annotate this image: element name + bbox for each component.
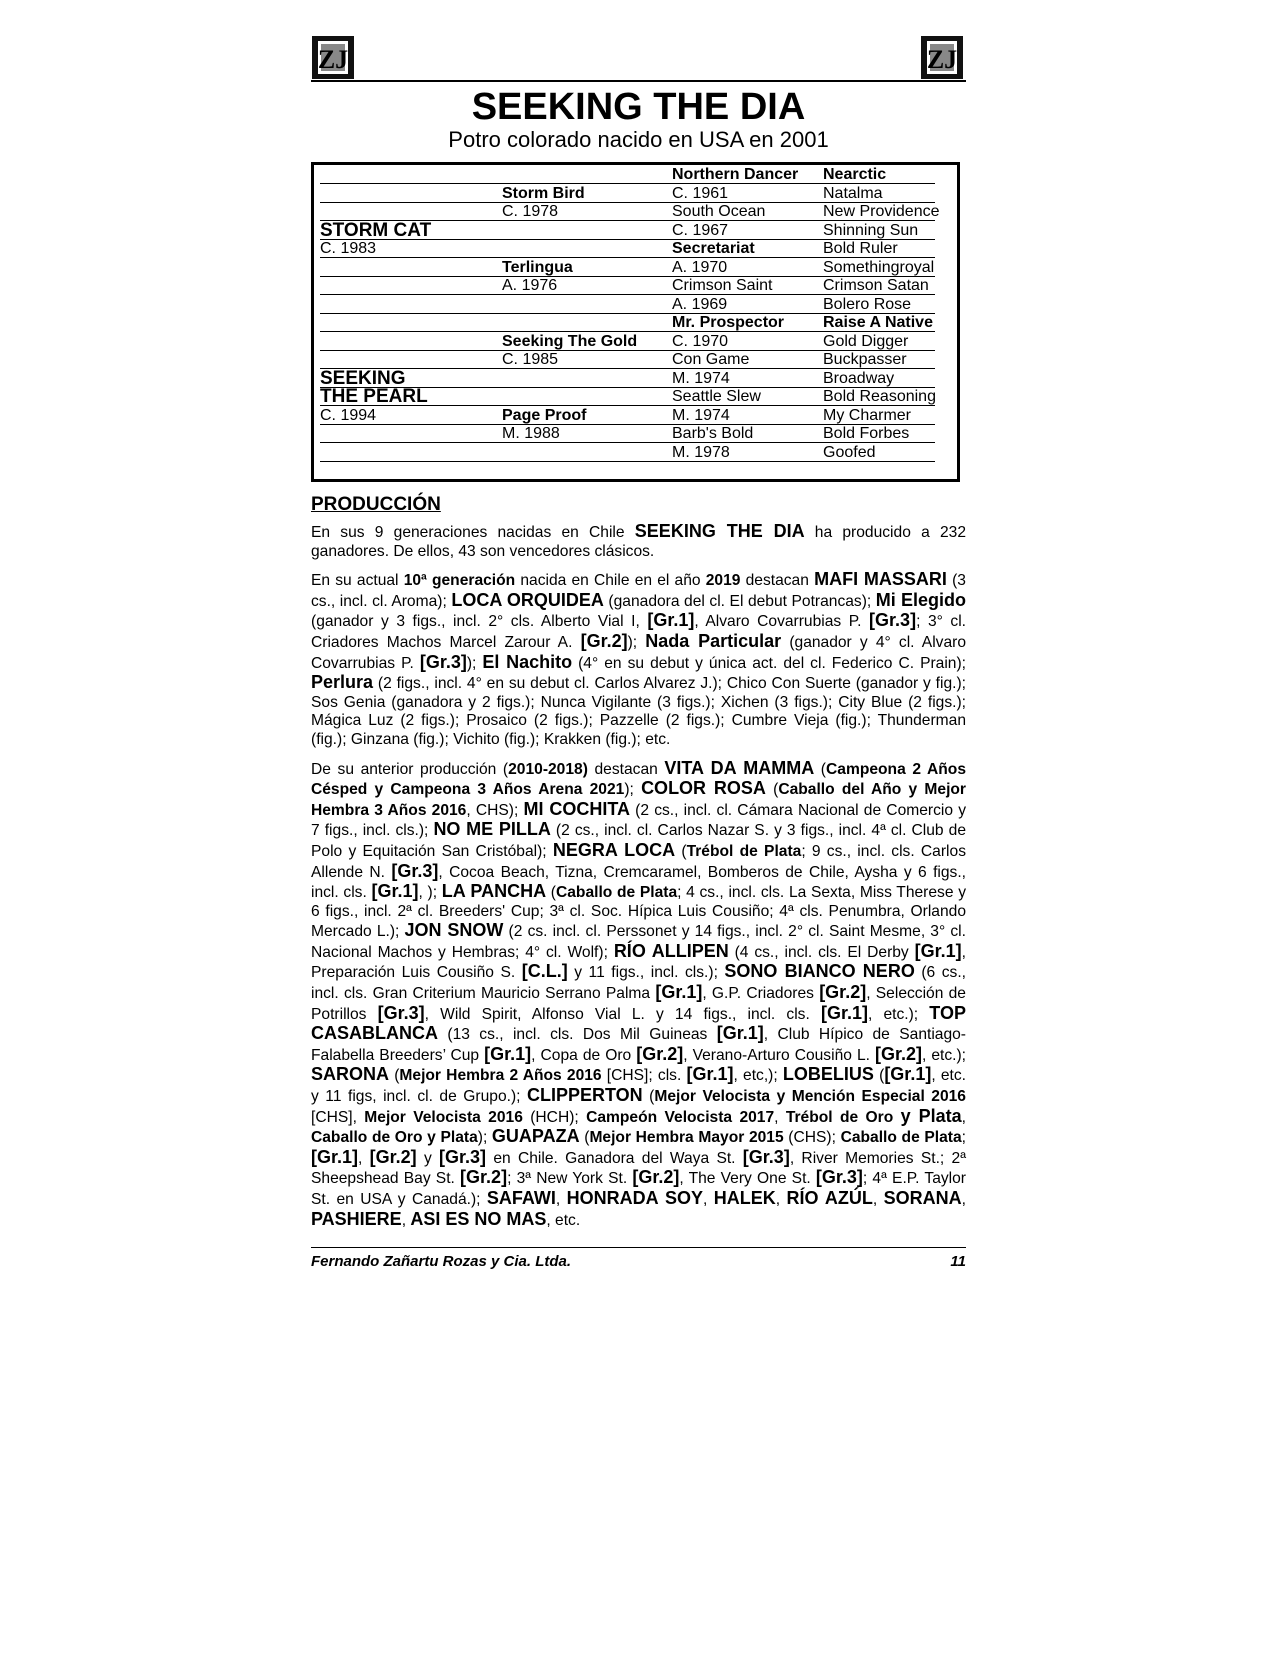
text-run: (ganador y 3 figs., incl. 2° cls. Alberto Vial I, — [311, 613, 648, 631]
text-run: destacan — [587, 760, 665, 778]
pedigree-row — [320, 295, 935, 314]
pedigree-cell: South Ocean — [672, 203, 766, 220]
text-run: ( — [814, 760, 827, 778]
text-run: ; 3ª New York St. — [507, 1170, 633, 1188]
text-run: , Copa de Oro — [531, 1046, 637, 1064]
pedigree-cell: M. 1974 — [672, 369, 730, 387]
text-run: Campeona 2 Años Césped y Campeona 3 Años Arena 2021 — [311, 760, 966, 799]
text-run: 2019 — [705, 572, 741, 590]
text-run: (ganador y 4° cl. Alvaro Covarrubias P. — [311, 633, 967, 672]
text-run: Campeón Velocista 2017 — [586, 1108, 775, 1126]
text-run: , River Memories St.; 2ª Sheepshead Bay St. — [311, 1149, 966, 1188]
text-run: ; 4 cs., incl. cls. La Sexta, Miss Therese y 6 figs., incl. 2ª cl. Breeders' Cup; 3ª cl. Soc. Hípica Luis Cousiño; 4ª cls. Penumbra, Orlando Mercado L.); — [311, 884, 966, 941]
pedigree-row — [320, 350, 935, 369]
text-run: , etc. y 11 figs, incl. cl. de Grupo.); — [311, 1067, 966, 1106]
text-run: y 11 figs., incl. cls.); — [567, 964, 725, 982]
text-run: ASI ES NO MAS — [410, 1208, 547, 1229]
text-run: ( — [765, 781, 779, 799]
text-run: 10ª generación — [403, 572, 516, 590]
text-run: (4 cs., incl. cls. El Derby — [728, 943, 915, 961]
pedigree-cell: Gold Digger — [823, 332, 909, 350]
text-run: [Gr.3] — [377, 1002, 425, 1023]
pedigree-cell: Crimson Satan — [823, 277, 929, 294]
text-run: TOP CASABLANCA — [311, 1002, 966, 1044]
text-run: [C.L.] — [521, 961, 568, 982]
text-run: (2 cs. incl. cl. Perssonet y 14 figs., incl. 2° cl. Saint Mesme, 3° cl. Nacional Machos y Hembras; 4° cl. Wolf); — [311, 923, 966, 961]
text-run: SONO BIANCO NERO — [724, 961, 915, 982]
pedigree-row — [320, 313, 935, 332]
text-run: y — [416, 1149, 440, 1167]
text-run: MAFI MASSARI — [814, 569, 947, 590]
text-run: En su actual — [311, 572, 404, 590]
pedigree-cell: Nearctic — [823, 166, 887, 183]
text-run: , Preparación Luis Cousiño S. — [311, 943, 966, 982]
text-run: [CHS], — [311, 1108, 365, 1126]
text-run: [Gr.1] — [371, 881, 419, 902]
text-run: NEGRA LOCA — [552, 839, 676, 860]
text-run: [Gr.3] — [391, 860, 439, 881]
pedigree-cell: Broadway — [823, 369, 895, 387]
text-run: [Gr.2] — [636, 1043, 684, 1064]
pedigree-cell: M. 1974 — [672, 406, 730, 424]
text-run: [Gr.2] — [819, 982, 867, 1003]
text-run: [Gr.1] — [820, 1002, 868, 1023]
text-run: [Gr.3] — [439, 1146, 487, 1167]
text-run: (2 cs., incl. cl. Carlos Nazar S. y 3 figs., incl. 4ª cl. Club de Polo y Equitación San Cristóbal); — [311, 822, 966, 860]
text-run — [893, 1109, 900, 1126]
text-run: Caballo del Año y Mejor Hembra 3 Años 2016 — [311, 781, 966, 819]
text-run: [Gr.1] — [686, 1064, 734, 1085]
pedigree-cell: A. 1976 — [502, 277, 558, 294]
text-run: [Gr.1] — [884, 1064, 932, 1085]
text-run: ( — [389, 1067, 400, 1085]
pedigree-row — [320, 239, 935, 258]
pedigree-cell: C. 1978 — [502, 203, 559, 220]
text-run: Mi Elegido — [875, 589, 967, 610]
text-run: destacan — [740, 572, 815, 590]
pedigree-cell: A. 1969 — [672, 295, 728, 313]
footer-company: Fernando Zañartu Rozas y Cia. Ltda. — [311, 1253, 572, 1270]
text-run: , — [555, 1191, 567, 1208]
pedigree-row — [320, 184, 935, 203]
pedigree-cell: SEEKING — [320, 367, 406, 389]
pedigree-table — [311, 162, 960, 482]
text-run: , — [961, 1191, 966, 1208]
text-run: HONRADA SOY — [566, 1188, 704, 1208]
pedigree-cell: Northern Dancer — [672, 166, 799, 183]
text-run: LA PANCHA — [441, 881, 547, 902]
text-run: ; — [961, 1129, 966, 1147]
svg-text:ZJ: ZJ — [317, 45, 349, 74]
text-run: SAFAWI — [486, 1188, 556, 1208]
pedigree-cell: C. 1970 — [672, 332, 729, 350]
text-run: , Wild Spirit, Alfonso Vial L. y 14 figs., incl. cls. — [424, 1005, 821, 1023]
text-run: [Gr.3] — [419, 651, 467, 672]
pedigree-cell: C. 1994 — [320, 406, 377, 424]
production-paragraph-2 — [311, 570, 966, 749]
text-run: , — [774, 1108, 786, 1126]
text-run: [Gr.2] — [874, 1043, 922, 1064]
pedigree-cell: THE PEARL — [320, 386, 428, 407]
pedigree-cell: C. 1961 — [672, 184, 729, 202]
pedigree-cell: Barb's Bold — [672, 425, 754, 442]
pedigree-cell: M. 1978 — [672, 443, 730, 461]
pedigree-cell: Storm Bird — [502, 184, 585, 202]
pedigree-cell: Natalma — [823, 184, 883, 202]
text-run: CLIPPERTON — [526, 1085, 643, 1106]
text-run: ; 9 cs., incl. cls. Carlos Allende N. — [311, 842, 966, 881]
text-run: , — [703, 1191, 714, 1208]
text-run: De su anterior producción ( — [311, 760, 509, 778]
text-run: (3 cs., incl. cl. Aroma); — [311, 572, 966, 610]
pedigree-row — [320, 165, 935, 184]
text-run: , etc. — [546, 1211, 581, 1229]
pedigree-row — [320, 276, 935, 295]
pedigree-cell: New Providence — [823, 203, 940, 220]
pedigree-row — [320, 258, 935, 277]
text-run: NO ME PILLA — [433, 819, 551, 840]
text-run: COLOR ROSA — [641, 778, 766, 799]
text-run: ( — [675, 842, 687, 860]
text-run: [Gr.2] — [369, 1146, 417, 1167]
text-run: [Gr.1] — [647, 610, 695, 631]
pedigree-cell: A. 1970 — [672, 258, 728, 276]
text-run: RÍO AZÚL — [786, 1188, 873, 1208]
pedigree-row — [320, 202, 940, 221]
pedigree-cell: STORM CAT — [320, 219, 432, 241]
text-run: [Gr.2] — [580, 630, 628, 651]
text-run: ); — [477, 1129, 492, 1147]
pedigree-cell: Buckpasser — [823, 351, 907, 368]
production-paragraph-1 — [311, 522, 966, 561]
text-run: y Plata — [900, 1105, 962, 1126]
production-text — [311, 522, 966, 1239]
text-run: Mejor Velocista 2016 — [364, 1108, 523, 1126]
text-run: , Selección de Potrillos — [311, 985, 966, 1023]
text-run: Mejor Hembra Mayor 2015 — [589, 1129, 784, 1147]
text-run: (2 cs., incl. cl. Cámara Nacional de Comercio y 7 figs., incl. cls.); — [311, 801, 966, 840]
pedigree-cell: Mr. Prospector — [672, 314, 785, 331]
text-run: (CHS); — [783, 1129, 841, 1147]
pedigree-cell: Bolero Rose — [823, 295, 912, 313]
production-paragraph-3 — [311, 759, 966, 1231]
text-run: LOCA ORQUIDEA — [451, 589, 604, 610]
text-run: En sus 9 generaciones nacidas en Chile — [311, 524, 635, 541]
text-run: JON SNOW — [404, 920, 504, 941]
text-run: [Gr.1] — [484, 1043, 532, 1064]
text-run: ( — [873, 1067, 885, 1085]
text-run: , etc.); — [922, 1046, 967, 1064]
text-run: [Gr.1] — [655, 982, 703, 1003]
svg-text:ZJ: ZJ — [926, 45, 958, 74]
text-run: Caballo de Oro y Plata — [311, 1129, 478, 1147]
pedigree-cell: C. 1967 — [672, 221, 729, 239]
text-run: ); — [624, 781, 642, 799]
pedigree-cell: Secretariat — [672, 240, 755, 257]
pedigree-cell: Con Game — [672, 351, 750, 368]
text-run: Nada Particular — [645, 630, 782, 651]
pedigree-row — [320, 387, 935, 406]
text-run: ); — [466, 654, 483, 672]
text-run: , G.P. Criadores — [702, 985, 820, 1003]
text-run: Trébol de Oro — [785, 1108, 894, 1126]
pedigree-cell: C. 1985 — [502, 351, 559, 368]
text-run: El Nachito — [482, 651, 573, 672]
text-run: , ); — [418, 884, 442, 902]
page-subtitle: Potro colorado nacido en USA en 2001 — [448, 127, 829, 152]
footer-page-number: 11 — [950, 1253, 966, 1270]
text-run: , CHS); — [466, 801, 524, 819]
text-run: , — [961, 1108, 967, 1126]
pedigree-cell: Somethingroyal — [823, 258, 935, 276]
pedigree-cell: Seattle Slew — [672, 388, 761, 405]
text-run: , etc,); — [733, 1067, 783, 1085]
text-run: [Gr.1] — [716, 1023, 764, 1044]
text-run: (2 figs., incl. 4° en su debut cl. Carlos Alvarez J.); Chico Con Suerte (ganador y fig.); Sos Genia (ganadora y 2 figs.); Nunca Vigilante (3 figs.); Xichen (3 figs.); City Blue (2 figs.); Mágica Luz (2 figs.); Prosaico (2 figs.); Pazzelle (2 figs.); Cumbre Vieja (fig.); Thunderman (fig.); Ginzana (fig.); Vichito (fig.); Krakken (fig.); etc. — [311, 675, 966, 748]
text-run: Caballo de Plata — [840, 1129, 962, 1147]
text-run: ); — [627, 633, 646, 651]
text-run: , — [775, 1191, 787, 1208]
text-run: [Gr.3] — [815, 1167, 863, 1188]
text-run: , Club Hípico de Santiago-Falabella Breeders’ Cup — [311, 1026, 966, 1064]
pedigree-cell: Raise A Native — [823, 314, 933, 331]
company-logo-right — [920, 33, 966, 81]
pedigree-row — [320, 443, 935, 462]
pedigree-row — [320, 424, 935, 443]
text-run: [Gr.3] — [742, 1146, 790, 1167]
text-run: Trébol de Plata — [686, 842, 802, 860]
text-run: SEEKING THE DIA — [634, 521, 805, 541]
text-run: , Verano-Arturo Cousiño L. — [683, 1046, 875, 1064]
text-run: PASHIERE — [311, 1208, 402, 1229]
text-run: [Gr.3] — [869, 610, 917, 631]
text-run: ; 4ª E.P. Taylor St. en USA y Canadá.); — [311, 1170, 966, 1208]
text-run: MI COCHITA — [523, 798, 630, 819]
text-run: Mejor Velocista y Mención Especial 2016 — [654, 1088, 966, 1106]
text-run: , Cocoa Beach, Tizna, Cremcaramel, Bomberos de Chile, Aysha y 6 figs., incl. cls. — [311, 863, 966, 902]
text-run: ; 3° cl. Criadores Machos Marcel Zarour A. — [311, 613, 967, 651]
text-run: GUAPAZA — [491, 1126, 580, 1147]
company-logo-left — [311, 33, 357, 81]
pedigree-cell: Shinning Sun — [823, 221, 919, 239]
pedigree-row — [320, 221, 935, 240]
text-run: (6 cs., incl. cls. Gran Criterium Mauricio Serrano Palma — [311, 964, 966, 1003]
text-run: [CHS]; cls. — [601, 1067, 687, 1085]
text-run: en Chile. Ganadora del Waya St. — [486, 1149, 743, 1167]
text-run: SARONA — [311, 1064, 390, 1085]
text-run: Perlura — [311, 672, 374, 693]
text-run: (HCH); — [522, 1108, 587, 1126]
header-divider — [311, 80, 966, 82]
text-run: LOBELIUS — [782, 1064, 874, 1085]
text-run: , etc.); — [867, 1005, 930, 1023]
pedigree-row — [320, 369, 935, 388]
text-run: ( — [642, 1088, 655, 1106]
text-run: ha producido a 232 ganadores. De ellos, 43 son vencedores clásicos. — [311, 524, 966, 560]
text-run: [Gr.1] — [914, 940, 962, 961]
text-run: nacida en Chile en el año — [515, 572, 706, 590]
text-run: [Gr.1] — [311, 1146, 359, 1167]
pedigree-cell: Page Proof — [502, 406, 587, 424]
pedigree-cell: Bold Forbes — [823, 425, 910, 442]
text-run: [Gr.2] — [460, 1167, 508, 1188]
text-run: Mejor Hembra 2 Años 2016 — [399, 1067, 602, 1085]
text-run: (13 cs., incl. cls. Dos Mil Guineas — [438, 1026, 717, 1044]
pedigree-row — [320, 406, 935, 425]
pedigree-row — [320, 332, 935, 351]
page-title: SEEKING THE DIA — [471, 86, 806, 128]
text-run: 2010-2018) — [508, 760, 588, 778]
text-run: , — [358, 1149, 370, 1167]
text-run: (ganadora del cl. El debut Potrancas); — [603, 592, 876, 610]
pedigree-cell: Goofed — [823, 443, 876, 461]
pedigree-cell: Crimson Saint — [672, 277, 773, 294]
pedigree-cell: Bold Reasoning — [823, 388, 936, 405]
text-run: (4° en su debut y única act. del cl. Federico C. Prain); — [572, 654, 967, 672]
text-run: VITA DA MAMMA — [664, 757, 815, 778]
text-run: Caballo de Plata — [555, 884, 678, 902]
text-run: ( — [579, 1129, 590, 1147]
text-run: , — [401, 1211, 411, 1229]
pedigree-cell: My Charmer — [823, 406, 912, 424]
pedigree-cell: Terlingua — [502, 258, 573, 276]
text-run: RÍO ALLIPEN — [613, 940, 729, 961]
text-run: SORANA — [883, 1188, 962, 1208]
text-run: , The Very One St. — [679, 1170, 816, 1188]
pedigree-cell: Bold Ruler — [823, 240, 898, 257]
text-run: ( — [546, 884, 556, 902]
text-run: , — [872, 1191, 884, 1208]
pedigree-cell: M. 1988 — [502, 425, 560, 442]
production-heading: PRODUCCIÓN — [311, 494, 441, 515]
footer-divider — [311, 1247, 966, 1248]
pedigree-cell: C. 1983 — [320, 240, 377, 257]
text-run: , Alvaro Covarrubias P. — [694, 613, 870, 631]
text-run: [Gr.2] — [632, 1167, 680, 1188]
text-run: HALEK — [713, 1188, 776, 1208]
pedigree-cell: Seeking The Gold — [502, 332, 638, 350]
